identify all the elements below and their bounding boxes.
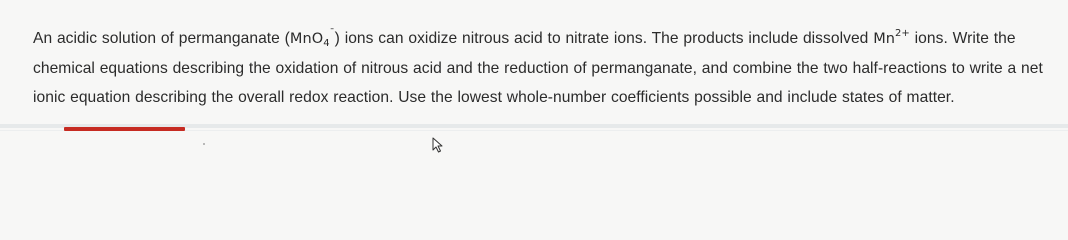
question-text xyxy=(33,24,1058,112)
permanganate-subscript: 4 xyxy=(323,37,330,49)
active-answer-tab-indicator[interactable] xyxy=(64,127,185,131)
question-text-part-3: ions. Write the chemical equations describing the oxidation of nitrous acid and the reduction of permanganate, and combine the two half-reactions to write a net ionic equation describing the overall redox reaction. Use the lowest whole-number coefficients possible and include states of matter. xyxy=(33,29,1043,106)
decorative-dot xyxy=(203,143,205,145)
permanganate-base: MnO xyxy=(289,30,324,47)
manganese-base: Mn xyxy=(873,30,896,47)
question-text-part-2: ) ions can oxidize nitrous acid to nitrate ions. The products include dissolved xyxy=(334,29,874,47)
permanganate-charge: ¯ xyxy=(329,27,335,39)
mouse-pointer-icon xyxy=(432,137,443,153)
manganese-ion-formula xyxy=(873,27,910,47)
question-text-part-1: An acidic solution of permanganate ( xyxy=(33,29,290,47)
permanganate-formula xyxy=(289,27,335,49)
manganese-charge: 2+ xyxy=(895,27,910,39)
